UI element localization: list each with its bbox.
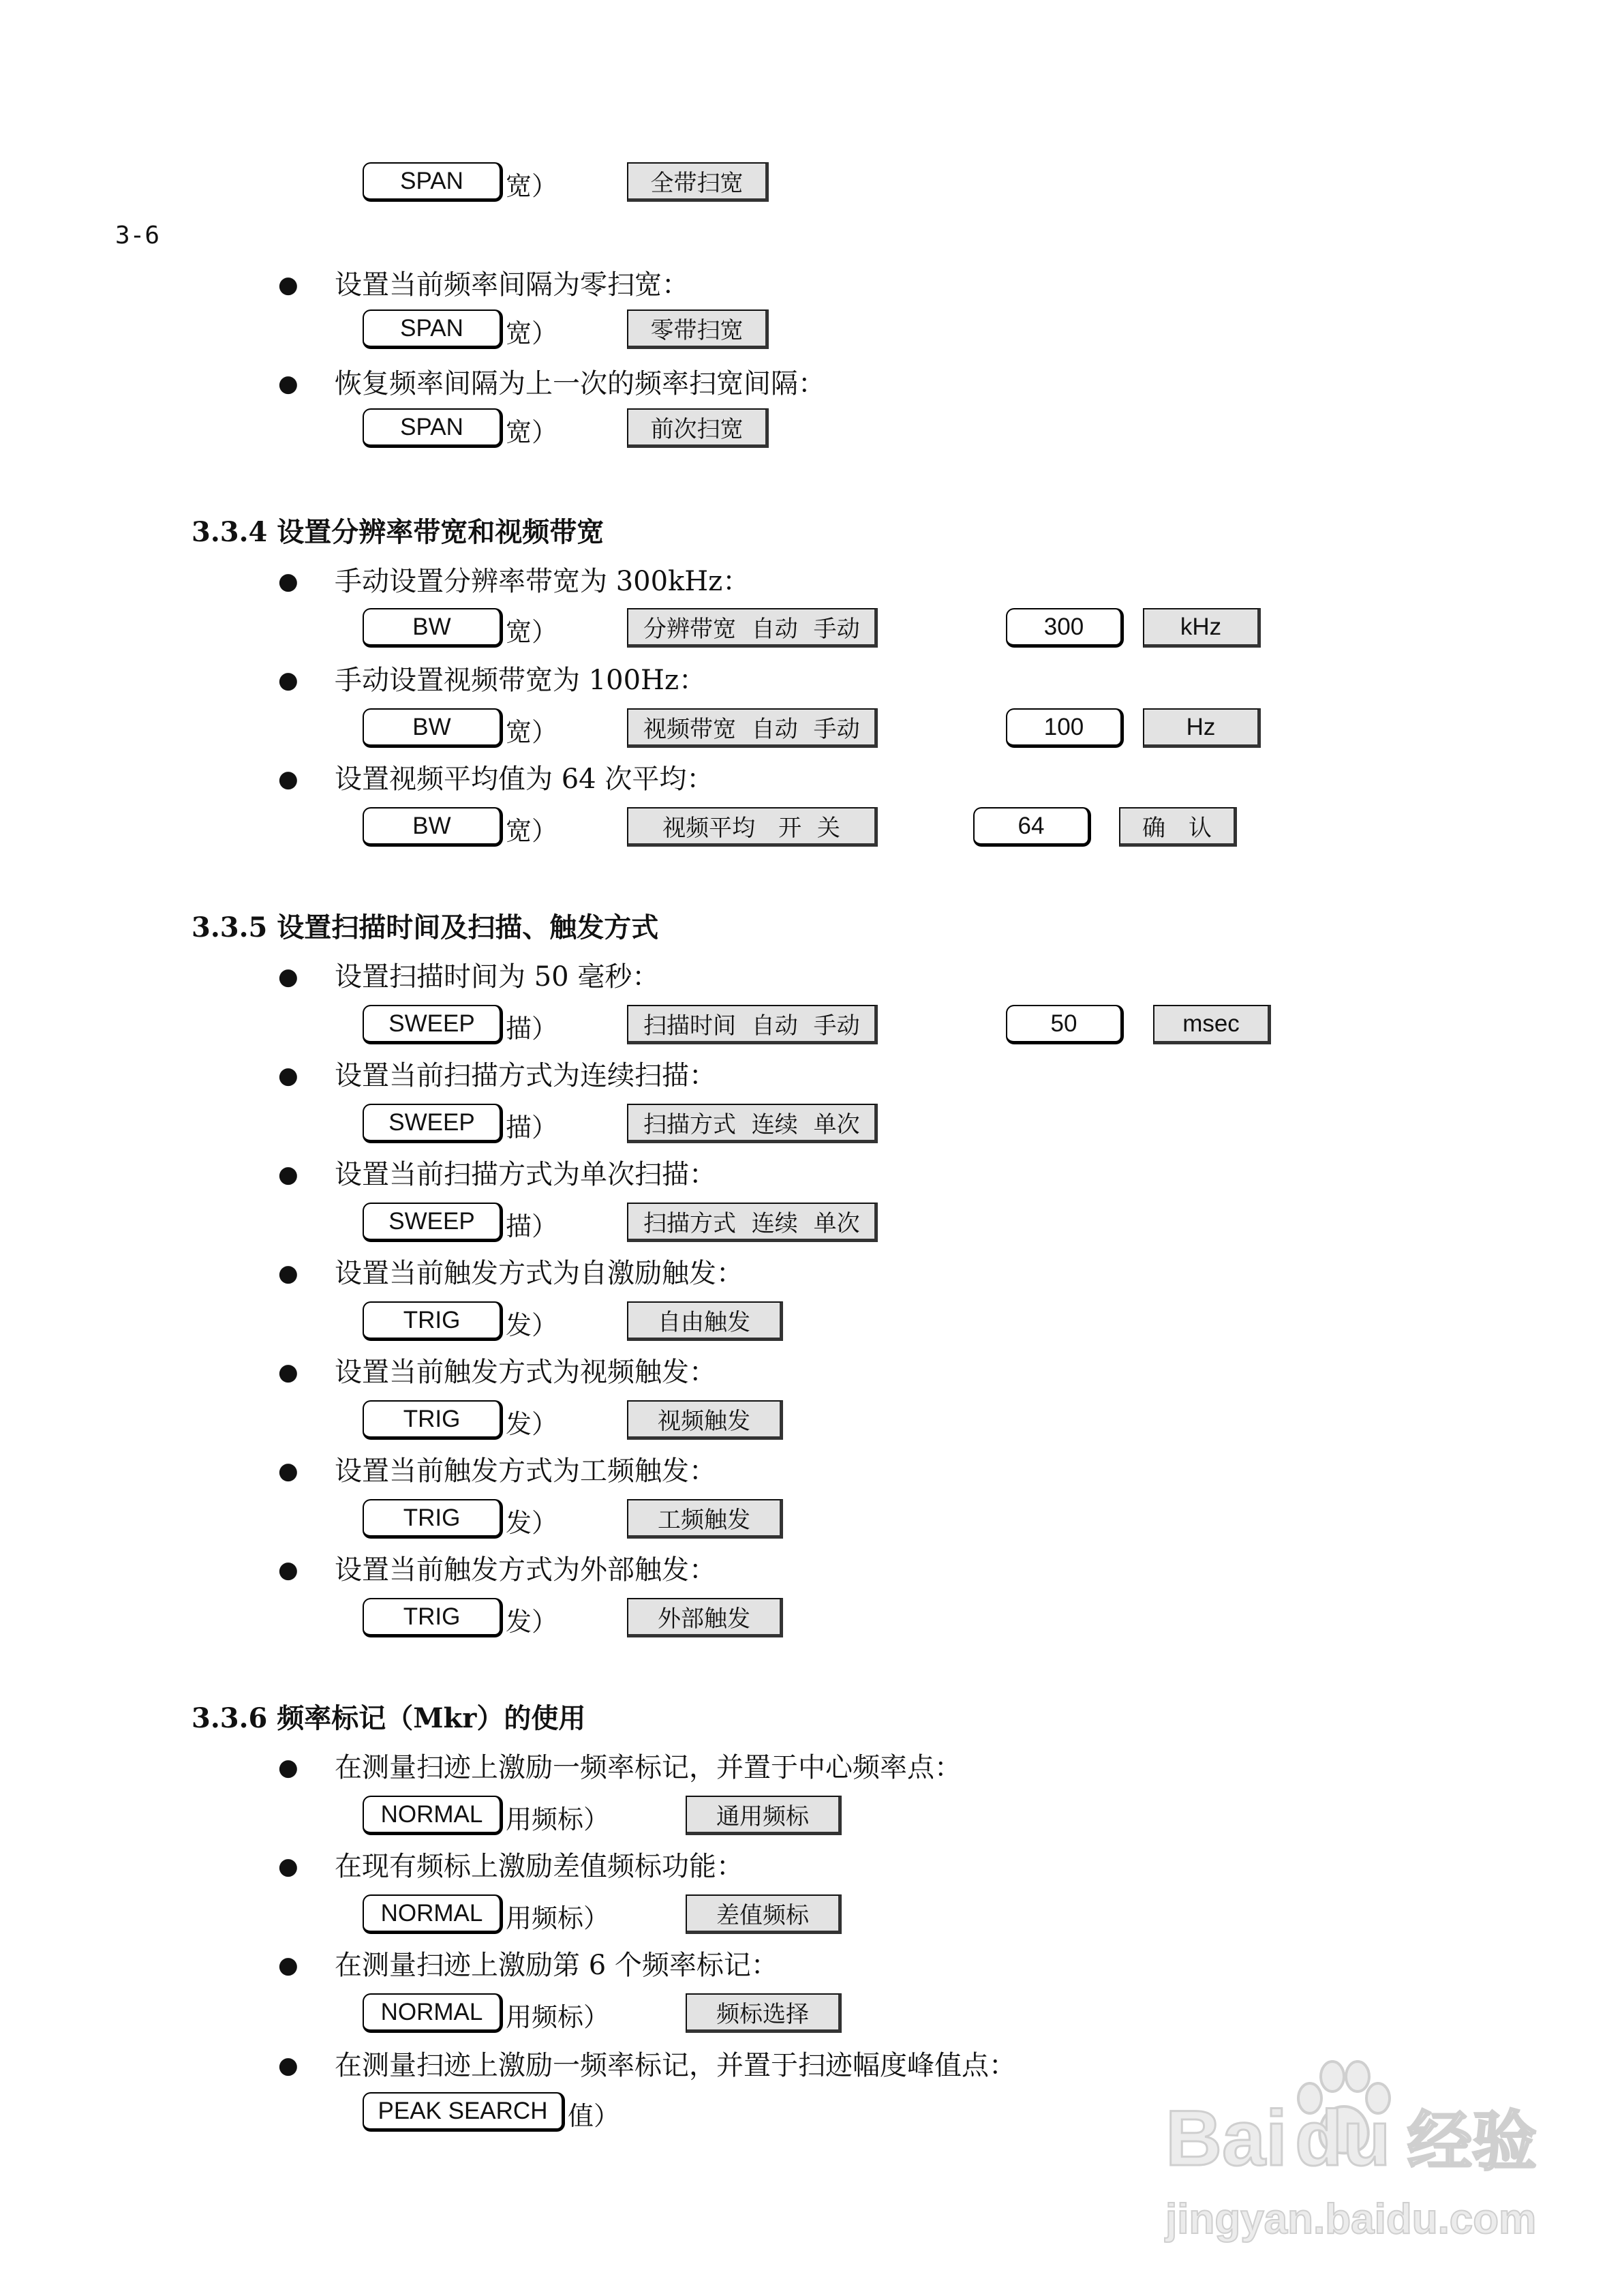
section-heading-334: 3.3.4 设置分辨率带宽和视频带宽 xyxy=(192,516,605,548)
bullet: ● xyxy=(278,1754,299,1781)
bullet: ● xyxy=(278,667,299,694)
unit-key: Hz xyxy=(1143,708,1261,748)
key-suffix: 用频标） xyxy=(506,1804,610,1834)
key-suffix: 宽） xyxy=(506,417,558,447)
key-sequence-row xyxy=(0,1005,1622,1044)
softkey-external-trigger: 外部触发 xyxy=(627,1598,783,1637)
bullet: ● xyxy=(278,568,299,595)
hardkey-trig: TRIG xyxy=(363,1400,503,1440)
instruction-text: 在现有频标上激励差值频标功能： xyxy=(335,1851,744,1882)
softkey-zero-span: 零带扫宽 xyxy=(627,309,769,349)
instruction-text: 手动设置视频带宽为 100Hz： xyxy=(335,665,707,696)
bullet: ● xyxy=(278,1359,299,1386)
instruction-line xyxy=(0,1554,1622,1586)
instruction-text: 设置当前扫描方式为单次扫描： xyxy=(335,1159,716,1190)
softkey-res-bw: 分辨带宽 自动 手动 xyxy=(627,608,878,648)
softkey-marker-select: 频标选择 xyxy=(686,1993,842,2033)
section-page-label: 3-6 xyxy=(115,222,160,250)
softkey-last-span: 前次扫宽 xyxy=(627,408,769,448)
instruction-line xyxy=(0,269,1622,301)
hardkey-sweep: SWEEP xyxy=(363,1104,503,1143)
section-heading-335: 3.3.5 设置扫描时间及扫描、触发方式 xyxy=(192,911,659,943)
continued-step-row xyxy=(0,162,1622,202)
bullet: ● xyxy=(278,1853,299,1880)
key-sequence-row xyxy=(0,1598,1622,1637)
instruction-text: 在测量扫迹上激励第 6 个频率标记： xyxy=(335,1950,778,1981)
key-suffix: 宽） xyxy=(506,318,558,348)
key-sequence-row xyxy=(0,1499,1622,1539)
instruction-line xyxy=(0,1850,1622,1883)
hardkey-trig: TRIG xyxy=(363,1598,503,1637)
key-sequence-row xyxy=(0,1400,1622,1440)
instruction-text: 设置当前频率间隔为零扫宽： xyxy=(335,269,689,301)
key-suffix: 用频标） xyxy=(506,2002,610,2032)
key-sequence-row xyxy=(0,1203,1622,1242)
instruction-text: 在测量扫迹上激励一频率标记，并置于中心频率点： xyxy=(335,1752,962,1783)
key-sequence-row xyxy=(0,309,1622,349)
hardkey-span: SPAN xyxy=(363,408,503,448)
section-heading-336: 3.3.6 频率标记（Mkr）的使用 xyxy=(192,1702,586,1734)
value-entry: 50 xyxy=(1006,1005,1124,1044)
hardkey-bw: BW xyxy=(363,608,503,648)
instruction-line xyxy=(0,1455,1622,1487)
key-sequence-row xyxy=(0,1894,1622,1934)
bullet: ● xyxy=(278,1457,299,1485)
instruction-line xyxy=(0,1257,1622,1290)
key-suffix: 宽） xyxy=(506,617,558,647)
key-suffix: 用频标） xyxy=(506,1903,610,1933)
instruction-line xyxy=(0,664,1622,697)
instruction-text: 在测量扫迹上激励一频率标记，并置于扫迹幅度峰值点： xyxy=(335,2050,1016,2081)
softkey-sweep-mode: 扫描方式 连续 单次 xyxy=(627,1203,878,1242)
key-sequence-row xyxy=(0,1993,1622,2033)
hardkey-sweep: SWEEP xyxy=(363,1005,503,1044)
instruction-line xyxy=(0,1059,1622,1092)
hardkey-normal: NORMAL xyxy=(363,1796,503,1835)
bullet: ● xyxy=(278,1556,299,1584)
softkey-line-trigger: 工频触发 xyxy=(627,1499,783,1539)
softkey-full-span: 全带扫宽 xyxy=(627,162,769,202)
hardkey-trig: TRIG xyxy=(363,1499,503,1539)
value-entry: 100 xyxy=(1006,708,1124,748)
softkey-free-run: 自由触发 xyxy=(627,1301,783,1341)
key-sequence-row xyxy=(0,708,1622,748)
hardkey-sweep: SWEEP xyxy=(363,1203,503,1242)
key-sequence-row xyxy=(0,1796,1622,1835)
softkey-normal-marker: 通用频标 xyxy=(686,1796,842,1835)
bullet: ● xyxy=(278,271,299,299)
bullet: ● xyxy=(278,1952,299,1979)
key-suffix: 发） xyxy=(506,1508,558,1538)
key-suffix: 描） xyxy=(506,1014,558,1044)
instruction-text: 设置扫描时间为 50 毫秒： xyxy=(335,961,660,993)
key-suffix: 宽） xyxy=(506,717,558,747)
instruction-text: 设置当前触发方式为视频触发： xyxy=(335,1357,716,1388)
bullet: ● xyxy=(278,1260,299,1287)
instruction-text: 设置视频平均值为 64 次平均： xyxy=(335,764,714,795)
bullet: ● xyxy=(278,766,299,793)
instruction-line xyxy=(0,565,1622,598)
softkey-delta-marker: 差值频标 xyxy=(686,1894,842,1934)
value-entry: 64 xyxy=(973,807,1091,847)
bullet: ● xyxy=(278,370,299,397)
softkey-sweep-time: 扫描时间 自动 手动 xyxy=(627,1005,878,1044)
instruction-text: 设置当前触发方式为工频触发： xyxy=(335,1455,716,1487)
key-sequence-row xyxy=(0,1301,1622,1341)
instruction-line xyxy=(0,763,1622,796)
hardkey-trig: TRIG xyxy=(363,1301,503,1341)
key-suffix: 值） xyxy=(568,2101,620,2131)
key-suffix: 宽） xyxy=(506,816,558,846)
instruction-text: 设置当前触发方式为自激励触发： xyxy=(335,1258,744,1289)
baidu-jingyan-watermark xyxy=(1159,2059,1581,2263)
bullet: ● xyxy=(278,963,299,991)
bullet: ● xyxy=(278,1161,299,1188)
hardkey-span: SPAN xyxy=(363,309,503,349)
key-suffix: 发） xyxy=(506,1310,558,1340)
softkey-sweep-mode: 扫描方式 连续 单次 xyxy=(627,1104,878,1143)
instruction-line xyxy=(0,1751,1622,1784)
instruction-line xyxy=(0,367,1622,400)
hardkey-peak-search: PEAK SEARCH xyxy=(363,2092,565,2132)
softkey-video-trigger: 视频触发 xyxy=(627,1400,783,1440)
value-entry: 300 xyxy=(1006,608,1124,648)
hardkey-span: SPAN xyxy=(363,162,503,202)
watermark-url: jingyan.baidu.com xyxy=(1165,2196,1537,2243)
watermark-brand-part-2: du xyxy=(1295,2095,1391,2182)
instruction-line xyxy=(0,961,1622,993)
hardkey-bw: BW xyxy=(363,708,503,748)
instruction-line xyxy=(0,1356,1622,1389)
key-suffix: 描） xyxy=(506,1211,558,1241)
key-suffix: 宽） xyxy=(506,171,558,201)
key-sequence-row xyxy=(0,807,1622,847)
key-sequence-row xyxy=(0,608,1622,648)
hardkey-normal: NORMAL xyxy=(363,1993,503,2033)
instruction-text: 恢复频率间隔为上一次的频率扫宽间隔： xyxy=(335,368,825,399)
watermark-brand-cn: 经验 xyxy=(1407,2104,1537,2179)
softkey-video-average: 视频平均 开 关 xyxy=(627,807,878,847)
softkey-video-bw: 视频带宽 自动 手动 xyxy=(627,708,878,748)
hardkey-bw: BW xyxy=(363,807,503,847)
confirm-key: 确 认 xyxy=(1119,807,1237,847)
unit-key: msec xyxy=(1153,1005,1271,1044)
key-suffix: 发） xyxy=(506,1409,558,1439)
key-suffix: 发） xyxy=(506,1607,558,1637)
instruction-line xyxy=(0,1949,1622,1982)
bullet: ● xyxy=(278,1062,299,1089)
key-sequence-row xyxy=(0,1104,1622,1143)
unit-key: kHz xyxy=(1143,608,1261,648)
hardkey-normal: NORMAL xyxy=(363,1894,503,1934)
watermark-brand-part-1: Bai xyxy=(1165,2095,1287,2182)
instruction-line xyxy=(0,1158,1622,1191)
instruction-text: 设置当前触发方式为外部触发： xyxy=(335,1554,716,1586)
key-suffix: 描） xyxy=(506,1113,558,1143)
instruction-text: 手动设置分辨率带宽为 300kHz： xyxy=(335,566,750,597)
instruction-text: 设置当前扫描方式为连续扫描： xyxy=(335,1060,716,1091)
bullet: ● xyxy=(278,2052,299,2079)
key-sequence-row xyxy=(0,408,1622,448)
